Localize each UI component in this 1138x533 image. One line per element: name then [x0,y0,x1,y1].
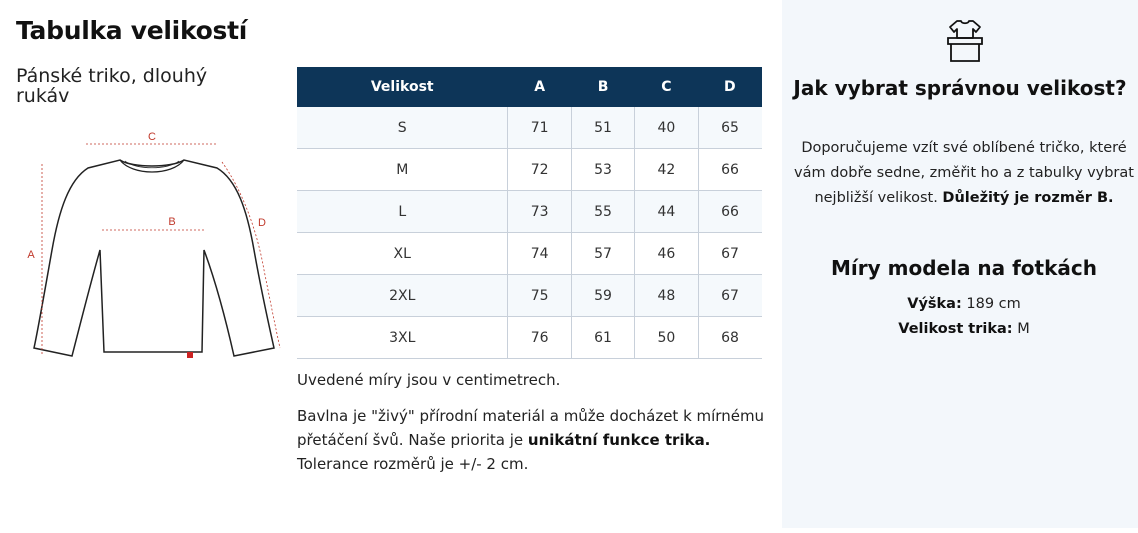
cell-b: 53 [571,149,634,191]
cell-b: 61 [571,317,634,359]
size-table-container [297,67,762,359]
header-a: A [508,67,571,107]
model-size-row [782,317,1138,342]
page-title: Tabulka velikostí [16,16,247,45]
cell-a: 75 [508,275,571,317]
cell-d: 67 [698,275,761,317]
cell-size: M [297,149,508,191]
size-notes [297,368,767,488]
model-height-row [782,292,1138,317]
cell-c: 40 [635,107,698,149]
header-b: B [571,67,634,107]
cell-a: 72 [508,149,571,191]
cell-c: 46 [635,233,698,275]
cell-d: 67 [698,233,761,275]
advice-bold: Důležitý je rozměr B. [942,190,1114,206]
cell-b: 59 [571,275,634,317]
table-row [297,233,762,275]
cell-c: 48 [635,275,698,317]
height-label: Výška: [907,296,962,312]
advice-text: Doporučujeme vzít své oblíbené tričko, které vám dobře sedne, změřit ho a z tabulky vybrat nejbližší velikost. [794,140,1134,206]
model-measurements [782,292,1138,342]
cell-b: 57 [571,233,634,275]
cell-b: 51 [571,107,634,149]
sidebar-advice [792,136,1136,211]
height-value: 189 cm [966,296,1021,312]
cell-size: XL [297,233,508,275]
size-value: M [1017,321,1030,337]
cell-c: 50 [635,317,698,359]
cell-size: 3XL [297,317,508,359]
label-b: B [168,216,176,228]
cell-c: 42 [635,149,698,191]
label-a: A [27,249,35,261]
table-row [297,317,762,359]
table-row [297,149,762,191]
cotton-note-text: Bavlna je "živý" přírodní materiál a může docházet k mírnému přetáčení švů. Naše priorita je [297,407,765,449]
table-row [297,107,762,149]
cotton-note [297,404,767,476]
size-help-sidebar [782,0,1138,528]
cell-c: 44 [635,191,698,233]
tolerance-note: Tolerance rozměrů je +/- 2 cm. [297,455,529,473]
cell-size: S [297,107,508,149]
header-d: D [698,67,761,107]
cell-a: 74 [508,233,571,275]
cell-size: 2XL [297,275,508,317]
tshirt-box-icon [944,18,986,64]
size-label: Velikost trika: [898,321,1013,337]
cell-b: 55 [571,191,634,233]
label-d: D [258,217,266,229]
sidebar-heading: Jak vybrat správnou velikost? [793,76,1127,100]
shirt-measurement-diagram [22,120,284,370]
size-table [297,67,762,359]
cell-a: 71 [508,107,571,149]
cell-d: 66 [698,149,761,191]
product-subtitle: Pánské triko, dlouhý rukáv [16,65,208,107]
header-velikost: Velikost [297,67,508,107]
cell-d: 68 [698,317,761,359]
brand-tag [187,352,193,358]
cell-a: 73 [508,191,571,233]
table-row [297,275,762,317]
cell-size: L [297,191,508,233]
units-note: Uvedené míry jsou v centimetrech. [297,371,561,389]
cell-a: 76 [508,317,571,359]
table-row [297,191,762,233]
size-table-header [297,67,762,107]
header-c: C [635,67,698,107]
shirt-outline [34,160,274,356]
model-heading: Míry modela na fotkách [831,256,1097,280]
cell-d: 66 [698,191,761,233]
cotton-note-bold: unikátní funkce trika. [527,431,711,449]
cell-d: 65 [698,107,761,149]
label-c: C [148,131,156,143]
